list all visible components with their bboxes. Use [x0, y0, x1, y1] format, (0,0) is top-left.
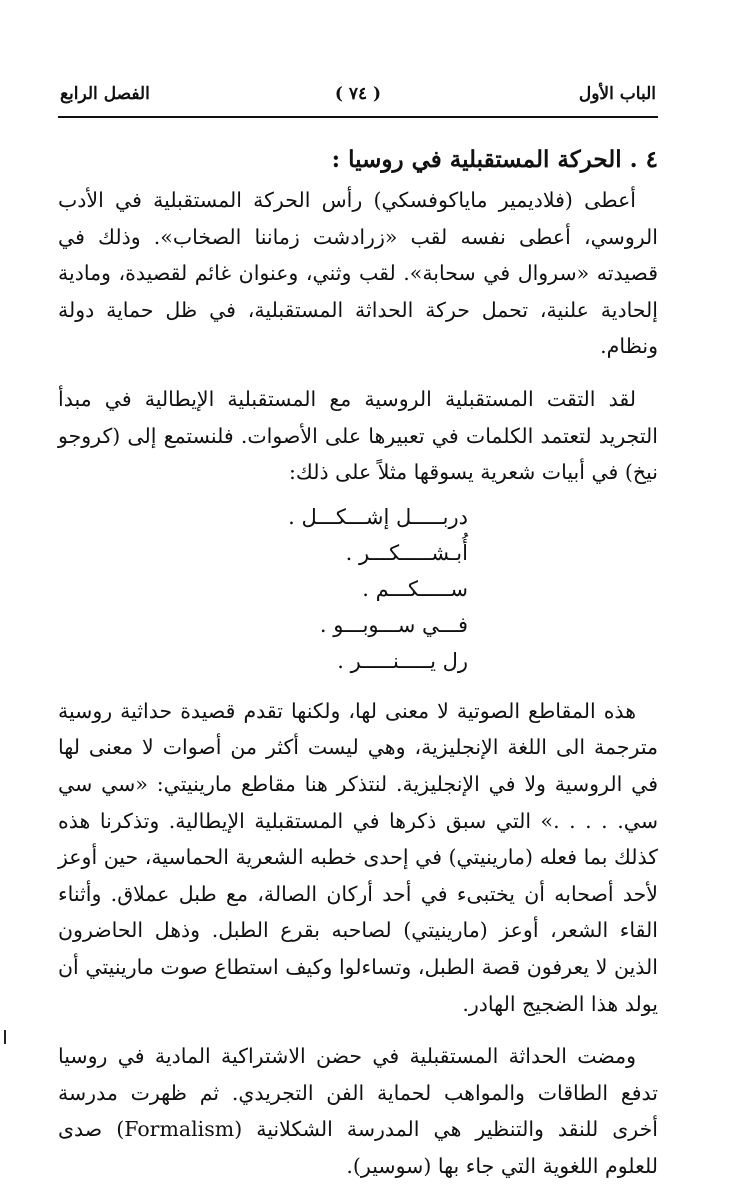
page-number: ( ٧٤ ): [334, 84, 382, 104]
poem-line: ســـــكـــم .: [362, 576, 468, 601]
poem-line: رل يـــــنـــــر .: [337, 648, 468, 673]
poem-line: دربـــــل إشـــكـــل .: [288, 504, 468, 529]
page-body: [58, 142, 658, 1184]
poem-block: [58, 499, 468, 679]
chapter-label: الفصل الرابع: [60, 84, 150, 104]
header-divider: [58, 116, 658, 118]
paragraph-1: أعطى (فلاديمير ماياكوفسكي) رأس الحركة المستقبلية في الأدب الروسي، أعطى نفسه لقب «زرادشت زماننا الصخاب». وذلك في قصيدته «سروال في سحابة». لقب وثني، وعنوان غائم لقصيدة، ومادية إلحادية علنية، تحمل حركة الحداثة المستقبلية، في ظل حماية دولة ونظام.: [58, 188, 658, 359]
paragraph-2: لقد التقت المستقبلية الروسية مع المستقبلية الإيطالية في مبدأ التجريد لتعتمد الكلمات في تعبيرها على الأصوات. فلنستمع إلى (كروجو نيخ) في أبيات شعرية يسوقها مثلاً على ذلك:: [58, 386, 658, 485]
paragraph-3: هذه المقاطع الصوتية لا معنى لها، ولكنها تقدم قصيدة حداثية روسية مترجمة الى اللغة الإنجليزية، وهي ليست أكثر من أصوات لا معنى لها في الروسية ولا في الإنجليزية. لنتذكر هنا مقاطع مارينيتي: «سي سي سي. . . . .» التي سبق ذكرها في المستقبلية الإيطالية. وتذكرنا هذه كذلك بما فعله (مارينيتي) في إحدى خطبه الشعرية الحماسية، حين أوعز لأحد أصحابه أن يختبىء في أحد أركان الصالة، مع طبل عملاق. وأثناء القاء الشعر، أوعز (مارينيتي) لصاحبه بقرع الطبل. وذهل الحاضرون الذين لا يعرفون قصة الطبل، وتساءلوا وكيف استطاع صوت مارينيتي أن يولد هذا الضجيج الهادر.: [58, 698, 658, 1016]
page-header: [60, 84, 656, 114]
poem-line: أُبـشـــــكـــر .: [345, 540, 468, 565]
paragraph-4: ومضت الحداثة المستقبلية في حضن الاشتراكية المادية في روسيا تدفع الطاقات والمواهب لحماية الفن التجريدي. ثم ظهرت مدرسة أخرى للنقد والتنظير هي المدرسة الشكلانية (Formalism) صدى للعلوم اللغوية التي جاء بها (سوسير).: [58, 1044, 658, 1178]
section-heading: ٤ . الحركة المستقبلية في روسيا :: [331, 146, 658, 173]
poem-line: فـــي ســـوبـــو .: [319, 612, 468, 637]
scan-margin-mark: [4, 1030, 6, 1044]
book-part-label: الباب الأول: [578, 84, 656, 104]
